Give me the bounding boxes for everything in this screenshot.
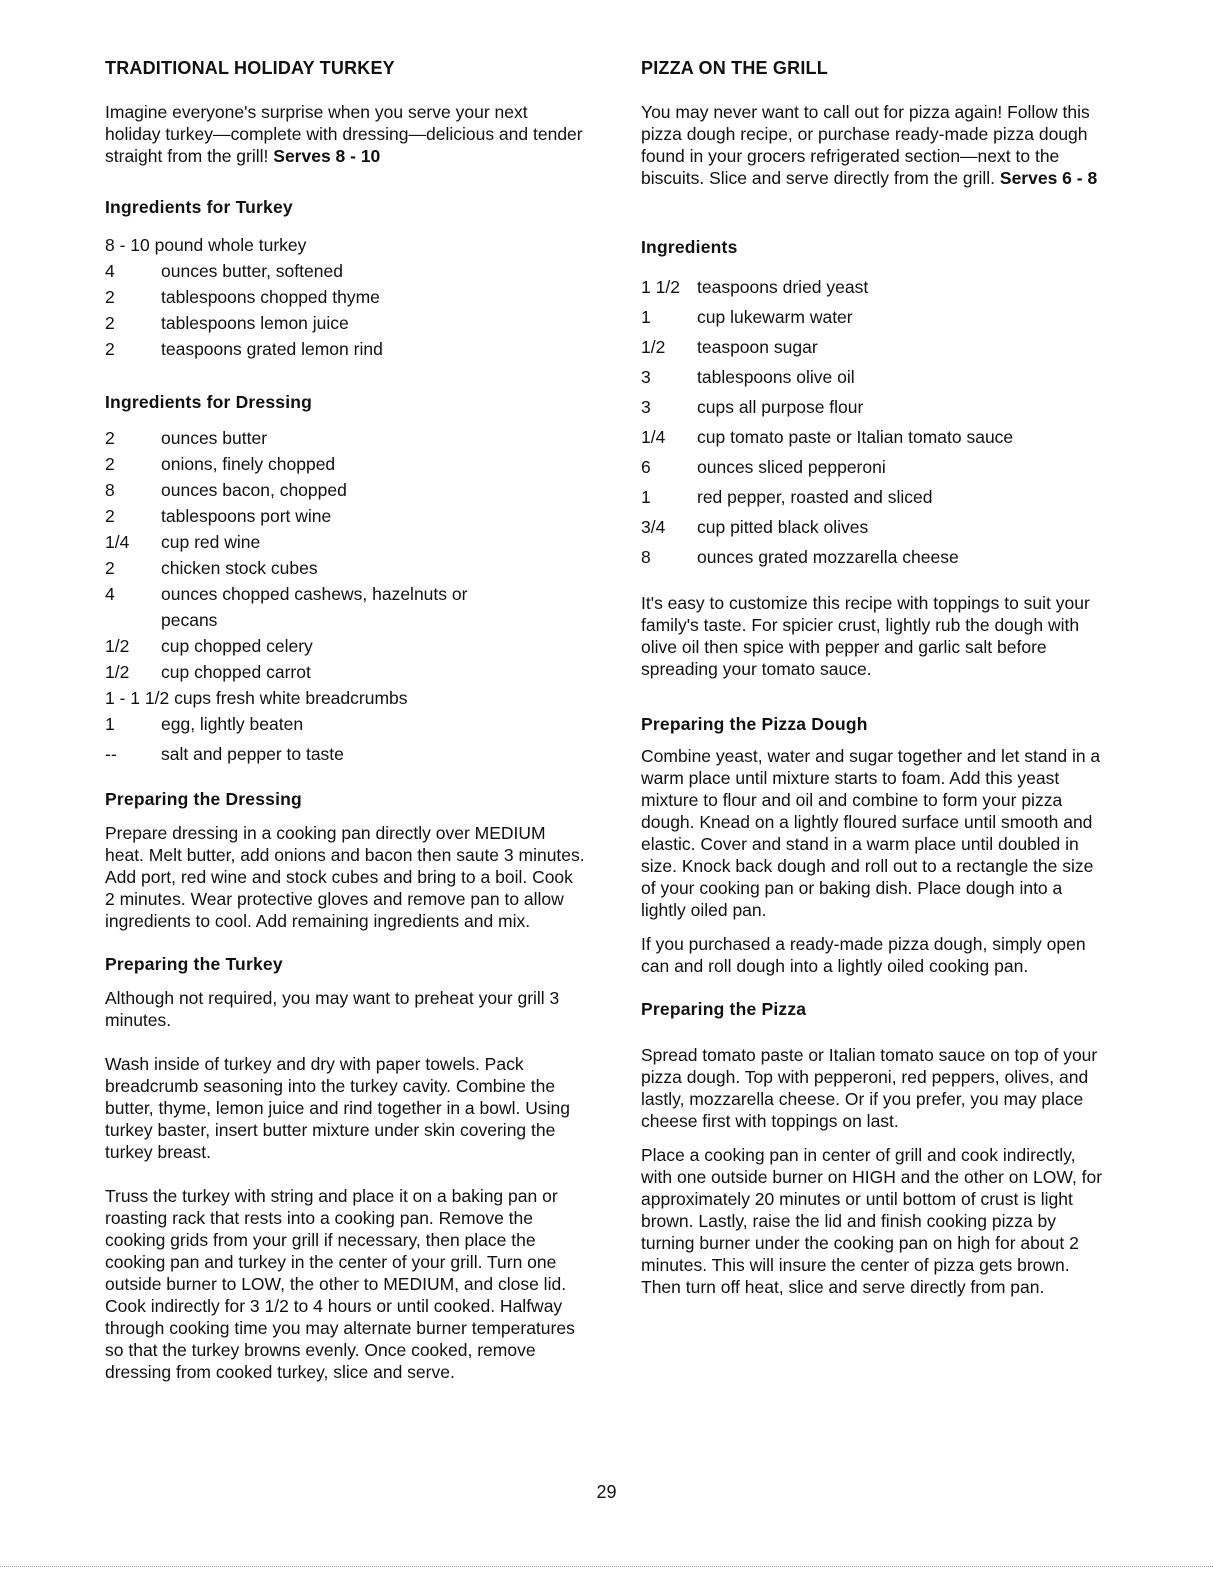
prep-dough-heading: Preparing the Pizza Dough: [641, 714, 868, 734]
prep-dough-text-1: Combine yeast, water and sugar together and let stand in a warm place until mixture starts to foam. Add this yeast mixture to flour and oil and combine to form your pizza dough. Knead on a lightly floured surface until smooth and elastic. Cover and stand in a warm place until doubled in size. Knock back dough and roll out to a rectangle the size of your cooking pan or baking dish. Place dough into a lightly oiled pan.: [641, 746, 1101, 920]
turkey-serves: Serves 8 - 10: [273, 146, 381, 166]
list-item: 1/2 teaspoon sugar: [641, 337, 818, 357]
list-item: 2 tablespoons lemon juice: [105, 313, 349, 333]
prep-pizza-text-2: Place a cooking pan in center of grill and cook indirectly, with one outside burner on HIGH and the other on LOW, for approximately 20 minutes or until bottom of crust is light brown. Lastly, raise the lid and finish cooking pizza by turning burner under the cooking pan on high for about 2 minutes. This will insure the center of pizza gets brown. Then turn off heat, slice and serve directly from pan.: [641, 1145, 1103, 1297]
list-item: 2 tablespoons chopped thyme: [105, 287, 380, 307]
list-item: 8 ounces grated mozzarella cheese: [641, 547, 959, 567]
list-item: 1 cup lukewarm water: [641, 307, 853, 327]
list-item: 2 ounces butter: [105, 428, 268, 448]
prep-turkey-text-1: Although not required, you may want to preheat your grill 3 minutes.: [105, 988, 560, 1030]
pizza-title: PIZZA ON THE GRILL: [641, 58, 828, 78]
prep-dressing-text: Prepare dressing in a cooking pan directly over MEDIUM heat. Melt butter, add onions and bacon then saute 3 minutes. Add port, red wine and stock cubes and bring to a boil. Cook 2 minutes. Wear protective gloves and remove pan to allow ingredients to cool. Add remaining ingredients and mix.: [105, 823, 585, 931]
ingredients-dressing-heading: Ingredients for Dressing: [105, 392, 313, 412]
customize-text: It's easy to customize this recipe with toppings to suit your family's taste. For spicier crust, lightly rub the dough with olive oil then spice with pepper and garlic salt before spreading your tomato sauce.: [641, 593, 1090, 679]
list-item: 1/2 cup chopped celery: [105, 636, 313, 656]
prep-pizza-heading: Preparing the Pizza: [641, 999, 807, 1019]
pizza-ingredients-list: [641, 272, 1111, 572]
prep-turkey-text-3: Truss the turkey with string and place it on a baking pan or roasting rack that rests into a cooking pan. Remove the cooking grids from your grill if necessary, then place the cooking pan and turkey in the center of your grill. Turn one outside burner to LOW, the other to MEDIUM, and close lid. Cook indirectly for 3 1/2 to 4 hours or until cooked. Halfway through cooking time you may alternate burner temperatures so that the turkey browns evenly. Once cooked, remove dressing from cooked turkey, slice and serve.: [105, 1186, 575, 1382]
list-item: 1 - 1 1/2 cups fresh white breadcrumbs: [105, 688, 408, 708]
pizza-ingredients-heading: Ingredients: [641, 237, 738, 257]
page-edge-divider: [0, 1566, 1213, 1567]
page-number: 29: [596, 1482, 617, 1502]
list-item: 1 egg, lightly beaten: [105, 714, 304, 734]
list-item: 1/4 cup tomato paste or Italian tomato sauce: [641, 427, 1014, 447]
list-item: 1/4 cup red wine: [105, 532, 261, 552]
list-item: 8 - 10 pound whole turkey: [105, 235, 307, 255]
list-item: 1 1/2 teaspoons dried yeast: [641, 277, 869, 297]
list-item: 3 cups all purpose flour: [641, 397, 864, 417]
list-item: 4 ounces butter, softened: [105, 261, 343, 281]
list-item: 3 tablespoons olive oil: [641, 367, 855, 387]
turkey-intro: Imagine everyone's surprise when you serve your next holiday turkey—complete with dressing—delicious and tender straight from the grill! Serves 8 - 10: [105, 102, 583, 166]
list-item: 2 tablespoons port wine: [105, 506, 332, 526]
prep-turkey-heading: Preparing the Turkey: [105, 954, 283, 974]
list-item: 2 onions, finely chopped: [105, 454, 336, 474]
dressing-ingredients-list: [105, 425, 585, 767]
list-item: -- salt and pepper to taste: [105, 744, 344, 764]
prep-dough-text-2: If you purchased a ready-made pizza dough, simply open can and roll dough into a lightly oiled cooking pan.: [641, 934, 1086, 976]
list-item: 2 teaspoons grated lemon rind: [105, 339, 383, 359]
prep-pizza-text-1: Spread tomato paste or Italian tomato sauce on top of your pizza dough. Top with pepperoni, red peppers, olives, and lastly, mozzarella cheese. Or if you prefer, you may place cheese first with toppings on last.: [641, 1045, 1098, 1131]
turkey-ingredients-list: [105, 232, 585, 362]
list-item: 3/4 cup pitted black olives: [641, 517, 869, 537]
list-item: 6 ounces sliced pepperoni: [641, 457, 886, 477]
pizza-intro: You may never want to call out for pizza again! Follow this pizza dough recipe, or purchase ready-made pizza dough found in your grocers refrigerated section—next to the biscuits. Slice and serve directly from the grill. Serves 6 - 8: [641, 102, 1098, 188]
turkey-title: TRADITIONAL HOLIDAY TURKEY: [105, 58, 395, 78]
list-item: 4 ounces chopped cashews, hazelnuts or pecans: [105, 584, 468, 630]
prep-dressing-heading: Preparing the Dressing: [105, 789, 302, 809]
list-item: 1/2 cup chopped carrot: [105, 662, 311, 682]
prep-turkey-text-2: Wash inside of turkey and dry with paper towels. Pack breadcrumb seasoning into the turkey cavity. Combine the butter, thyme, lemon juice and rind together in a bowl. Using turkey baster, insert butter mixture under skin covering the turkey breast.: [105, 1054, 570, 1162]
left-column: [105, 58, 585, 1383]
ingredients-turkey-heading: Ingredients for Turkey: [105, 197, 293, 217]
list-item: 8 ounces bacon, chopped: [105, 480, 347, 500]
list-item: 2 chicken stock cubes: [105, 558, 318, 578]
pizza-serves: Serves 6 - 8: [999, 168, 1098, 188]
list-item: 1 red pepper, roasted and sliced: [641, 487, 933, 507]
right-column: [641, 58, 1111, 1298]
